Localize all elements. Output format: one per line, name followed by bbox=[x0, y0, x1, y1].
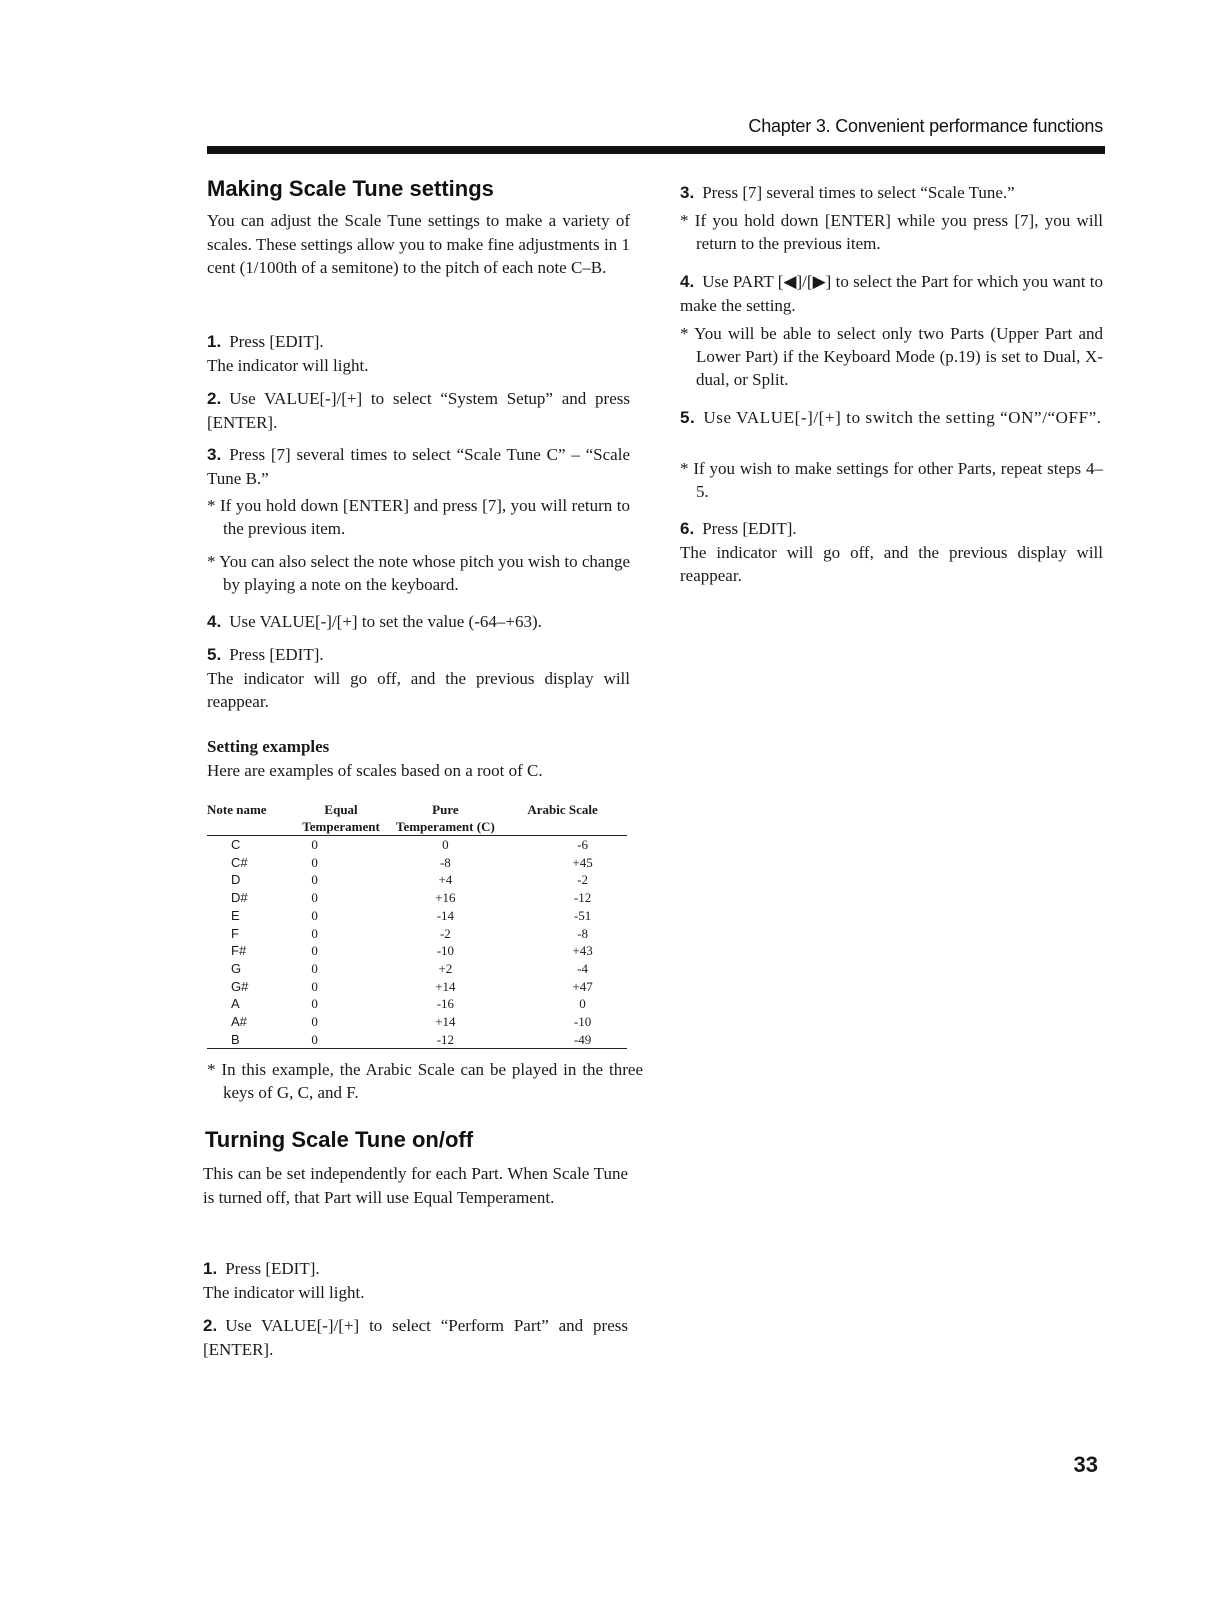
examples-title: Setting examples bbox=[207, 737, 330, 756]
examples-intro: Here are examples of scales based on a root of C. bbox=[207, 761, 543, 780]
step-text: Use VALUE[-]/[+] to set the value (-64–+63). bbox=[229, 612, 542, 631]
right-step-6 bbox=[680, 517, 1103, 588]
cell-note-name: G bbox=[231, 960, 242, 976]
step-follow: The indicator will go off, and the previous display will reappear. bbox=[207, 668, 630, 711]
cell-note-name: C bbox=[231, 837, 241, 852]
step-text: Use PART [◀]/[▶] to select the Part for which you want to make the setting. bbox=[680, 272, 1103, 315]
right-step-4 bbox=[680, 270, 1103, 317]
note-play-keyboard: * You can also select the note whose pitch you wish to change by playing a note on the keyboard. bbox=[207, 552, 630, 594]
table-row bbox=[207, 1031, 627, 1049]
section-intro: You can adjust the Scale Tune settings to make a variety of scales. These settings allow you to make fine adjustments in 1 cent (1/100th of a semitone) to the pitch of each note C–B. bbox=[207, 211, 630, 277]
cell-arabic: -49 bbox=[498, 1031, 627, 1049]
cell-note-name: D# bbox=[231, 890, 248, 906]
cell-note-name: G# bbox=[231, 978, 249, 994]
col-pure-temperament: Pure Temperament (C) bbox=[393, 801, 498, 836]
cell-equal: 0 bbox=[311, 872, 318, 888]
section2-intro: This can be set independently for each Part. When Scale Tune is turned off, that Part will use Equal Temperament. bbox=[203, 1164, 628, 1207]
table-row bbox=[207, 925, 627, 943]
cell-note-name: A# bbox=[231, 1014, 247, 1030]
cell-note-name: F bbox=[231, 925, 239, 941]
cell-pure: -16 bbox=[436, 996, 455, 1012]
step-text: Press [EDIT]. bbox=[225, 1259, 320, 1278]
col-arabic-scale: Arabic Scale bbox=[498, 801, 627, 836]
cell-arabic: +47 bbox=[572, 978, 593, 994]
chapter-title: Chapter 3. Convenient performance functions bbox=[748, 116, 1103, 136]
cell-pure: +14 bbox=[435, 978, 456, 994]
cell-equal: 0 bbox=[311, 837, 318, 852]
step-text: Press [EDIT]. bbox=[229, 645, 324, 664]
cell-equal: 0 bbox=[289, 1031, 392, 1049]
note-hold-enter: * If you hold down [ENTER] and press [7], you will return to the previous item. bbox=[207, 496, 630, 538]
table-footnote: * In this example, the Arabic Scale can be played in the three keys of G, C, and F. bbox=[207, 1060, 643, 1102]
table-row bbox=[207, 978, 627, 996]
table-row bbox=[207, 907, 627, 925]
step-follow: The indicator will go off, and the previous display will reappear. bbox=[680, 542, 1103, 585]
step-number: 1. bbox=[203, 1259, 218, 1278]
cell-equal: 0 bbox=[311, 978, 318, 994]
table-row bbox=[207, 1013, 627, 1031]
cell-pure: -12 bbox=[393, 1031, 498, 1049]
cell-arabic: -2 bbox=[577, 872, 588, 888]
step-text: Press [EDIT]. bbox=[702, 519, 797, 538]
step-text: Press [7] several times to select “Scale Tune C” – “Scale Tune B.” bbox=[207, 445, 630, 488]
step-number: 2. bbox=[203, 1316, 218, 1335]
cell-arabic: +43 bbox=[572, 943, 593, 959]
step-2 bbox=[207, 387, 630, 434]
step-text: Press [EDIT]. bbox=[229, 332, 324, 351]
table-row bbox=[207, 960, 627, 978]
cell-note-name: A bbox=[231, 996, 240, 1012]
cell-arabic: -51 bbox=[573, 907, 592, 923]
cell-equal: 0 bbox=[311, 960, 318, 976]
cell-equal: 0 bbox=[311, 854, 318, 870]
step-number: 4. bbox=[680, 272, 695, 291]
right-step-3 bbox=[680, 181, 1103, 205]
cell-arabic: +45 bbox=[572, 854, 593, 870]
cell-arabic: -12 bbox=[573, 890, 592, 906]
col-note-name: Note name bbox=[207, 801, 289, 836]
cell-equal: 0 bbox=[311, 943, 318, 959]
cell-arabic: -8 bbox=[577, 925, 588, 941]
step-number: 3. bbox=[680, 183, 695, 202]
step-follow: The indicator will light. bbox=[207, 355, 369, 375]
step-1 bbox=[207, 330, 630, 377]
table-row bbox=[207, 995, 627, 1013]
step-text: Use VALUE[-]/[+] to switch the setting “ON”/“OFF”. bbox=[703, 408, 1102, 427]
step-number: 2. bbox=[207, 389, 222, 408]
step-text: Use VALUE[-]/[+] to select “System Setup” and press [ENTER]. bbox=[207, 389, 630, 432]
cell-pure: -2 bbox=[439, 925, 451, 941]
cell-pure: +14 bbox=[435, 1014, 456, 1030]
step-4 bbox=[207, 610, 630, 634]
right-note-4: * You will be able to select only two Parts (Upper Part and Lower Part) if the Keyboard Mode (p.19) is set to Dual, X-dual, or Split. bbox=[680, 324, 1103, 389]
cell-equal: 0 bbox=[311, 996, 318, 1012]
cell-arabic: -10 bbox=[573, 1014, 592, 1030]
right-note-5: * If you wish to make settings for other Parts, repeat steps 4–5. bbox=[680, 459, 1103, 501]
step-number: 5. bbox=[680, 408, 696, 427]
scale-table bbox=[207, 801, 627, 1049]
table-header-row bbox=[207, 801, 627, 836]
cell-pure: +16 bbox=[435, 890, 456, 906]
cell-note-name: D bbox=[231, 872, 241, 888]
cell-arabic: -4 bbox=[577, 960, 588, 976]
table-row bbox=[207, 836, 627, 854]
cell-note-name: F# bbox=[231, 943, 247, 959]
cell-pure: -10 bbox=[436, 943, 455, 959]
step-number: 5. bbox=[207, 645, 222, 664]
step2-1 bbox=[203, 1257, 628, 1304]
table-row bbox=[207, 942, 627, 960]
cell-arabic: -6 bbox=[577, 837, 588, 852]
cell-pure: -14 bbox=[436, 907, 455, 923]
step-text: Use VALUE[-]/[+] to select “Perform Part” and press [ENTER]. bbox=[203, 1316, 628, 1359]
cell-equal: 0 bbox=[311, 925, 318, 941]
table-row bbox=[207, 871, 627, 889]
cell-equal: 0 bbox=[311, 890, 318, 906]
cell-note-name: C# bbox=[231, 854, 248, 870]
cell-pure: 0 bbox=[442, 837, 449, 852]
cell-note-name: E bbox=[231, 907, 240, 923]
table-row bbox=[207, 854, 627, 872]
page-number: 33 bbox=[1073, 1452, 1098, 1477]
right-note-3: * If you hold down [ENTER] while you press [7], you will return to the previous item. bbox=[680, 211, 1103, 253]
step-follow: The indicator will light. bbox=[203, 1282, 365, 1302]
step-3 bbox=[207, 443, 630, 490]
right-step-5 bbox=[680, 406, 1103, 430]
step-number: 4. bbox=[207, 612, 222, 631]
step-5 bbox=[207, 643, 630, 714]
step-number: 6. bbox=[680, 519, 695, 538]
cell-arabic: 0 bbox=[579, 996, 586, 1012]
step-number: 1. bbox=[207, 332, 222, 351]
cell-equal: 0 bbox=[311, 907, 318, 923]
step2-2 bbox=[203, 1314, 628, 1361]
step-number: 3. bbox=[207, 445, 222, 464]
cell-pure: +2 bbox=[438, 960, 453, 976]
cell-pure: +4 bbox=[438, 872, 453, 888]
cell-pure: -8 bbox=[439, 854, 451, 870]
cell-equal: 0 bbox=[311, 1014, 318, 1030]
cell-note-name: B bbox=[207, 1031, 289, 1049]
section-title-scale-tune: Making Scale Tune settings bbox=[207, 176, 494, 201]
step-text: Press [7] several times to select “Scale Tune.” bbox=[702, 183, 1015, 202]
section-title-turning-on-off: Turning Scale Tune on/off bbox=[205, 1127, 474, 1152]
header-rule bbox=[207, 146, 1105, 154]
col-equal-temperament: Equal Temperament bbox=[289, 801, 392, 836]
table-row bbox=[207, 889, 627, 907]
